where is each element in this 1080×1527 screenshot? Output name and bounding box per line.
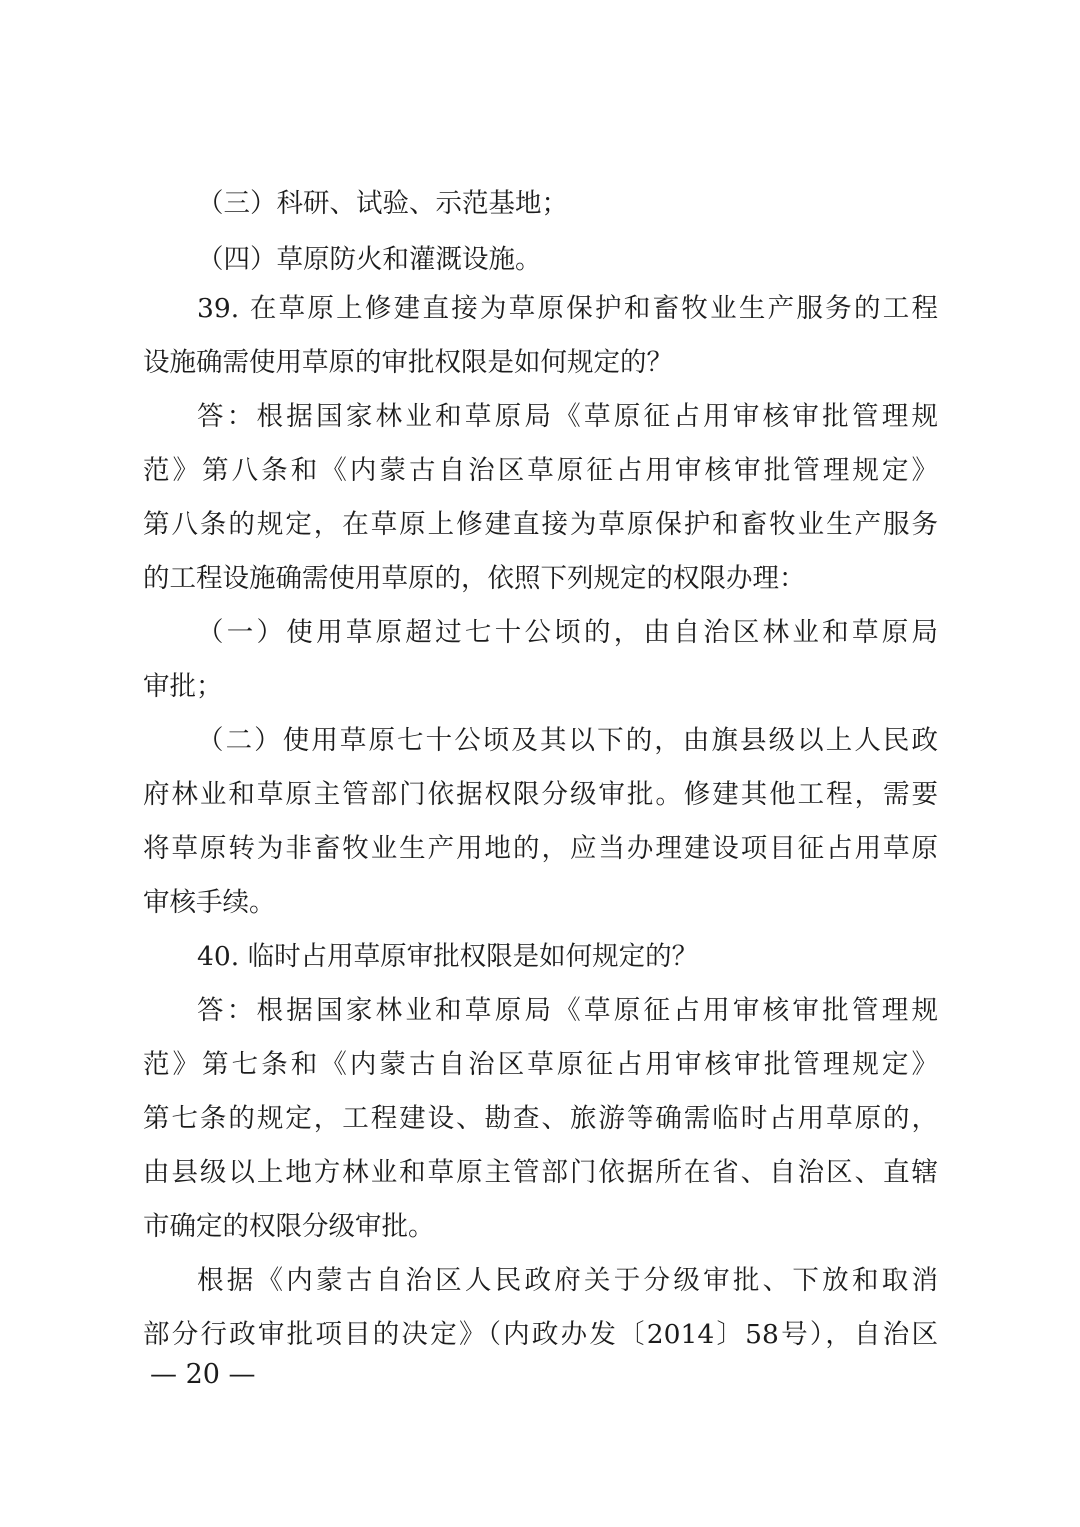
answer-40-paragraph-2-line-1: 根据《内蒙古自治区人民政府关于分级审批、下放和取消 [197, 1265, 938, 1296]
page-number: — 20 — [150, 1359, 256, 1390]
answer-39-item-1-line-1: （一）使用草原超过七十公顷的，由自治区林业和草原局 [197, 617, 938, 648]
list-item-3: （三）科研、试验、示范基地； [197, 188, 568, 219]
answer-40-paragraph-2-line-2: 部分行政审批项目的决定》（内政办发〔2014〕58号），自治区 [143, 1319, 938, 1350]
answer-39-line-3: 第八条的规定，在草原上修建直接为草原保护和畜牧业生产服务 [143, 509, 938, 540]
answer-39-item-2-line-2: 府林业和草原主管部门依据权限分级审批。修建其他工程，需要 [143, 779, 938, 810]
question-39-line-2: 设施确需使用草原的审批权限是如何规定的？ [143, 347, 673, 378]
question-39-line-1: 39. 在草原上修建直接为草原保护和畜牧业生产服务的工程 [197, 293, 938, 324]
answer-40-line-1: 答：根据国家林业和草原局《草原征占用审核审批管理规 [197, 995, 938, 1026]
answer-39-item-2-line-4: 审核手续。 [143, 887, 276, 918]
answer-40-line-4: 由县级以上地方林业和草原主管部门依据所在省、自治区、直辖 [143, 1157, 938, 1188]
answer-39-line-1: 答：根据国家林业和草原局《草原征占用审核审批管理规 [197, 401, 938, 432]
answer-39-item-2-line-1: （二）使用草原七十公顷及其以下的，由旗县级以上人民政 [197, 725, 938, 756]
answer-40-line-2: 范》第七条和《内蒙古自治区草原征占用审核审批管理规定》 [143, 1049, 938, 1080]
answer-39-line-4: 的工程设施确需使用草原的，依照下列规定的权限办理： [143, 563, 806, 594]
answer-39-item-2-line-3: 将草原转为非畜牧业生产用地的，应当办理建设项目征占用草原 [143, 833, 938, 864]
list-item-4: （四）草原防火和灌溉设施。 [197, 244, 542, 275]
answer-39-line-2: 范》第八条和《内蒙古自治区草原征占用审核审批管理规定》 [143, 455, 938, 486]
answer-40-line-5: 市确定的权限分级审批。 [143, 1211, 435, 1242]
question-40: 40. 临时占用草原审批权限是如何规定的？ [197, 941, 699, 972]
answer-39-item-1-line-2: 审批； [143, 671, 223, 702]
answer-40-line-3: 第七条的规定，工程建设、勘查、旅游等确需临时占用草原的， [143, 1103, 938, 1134]
